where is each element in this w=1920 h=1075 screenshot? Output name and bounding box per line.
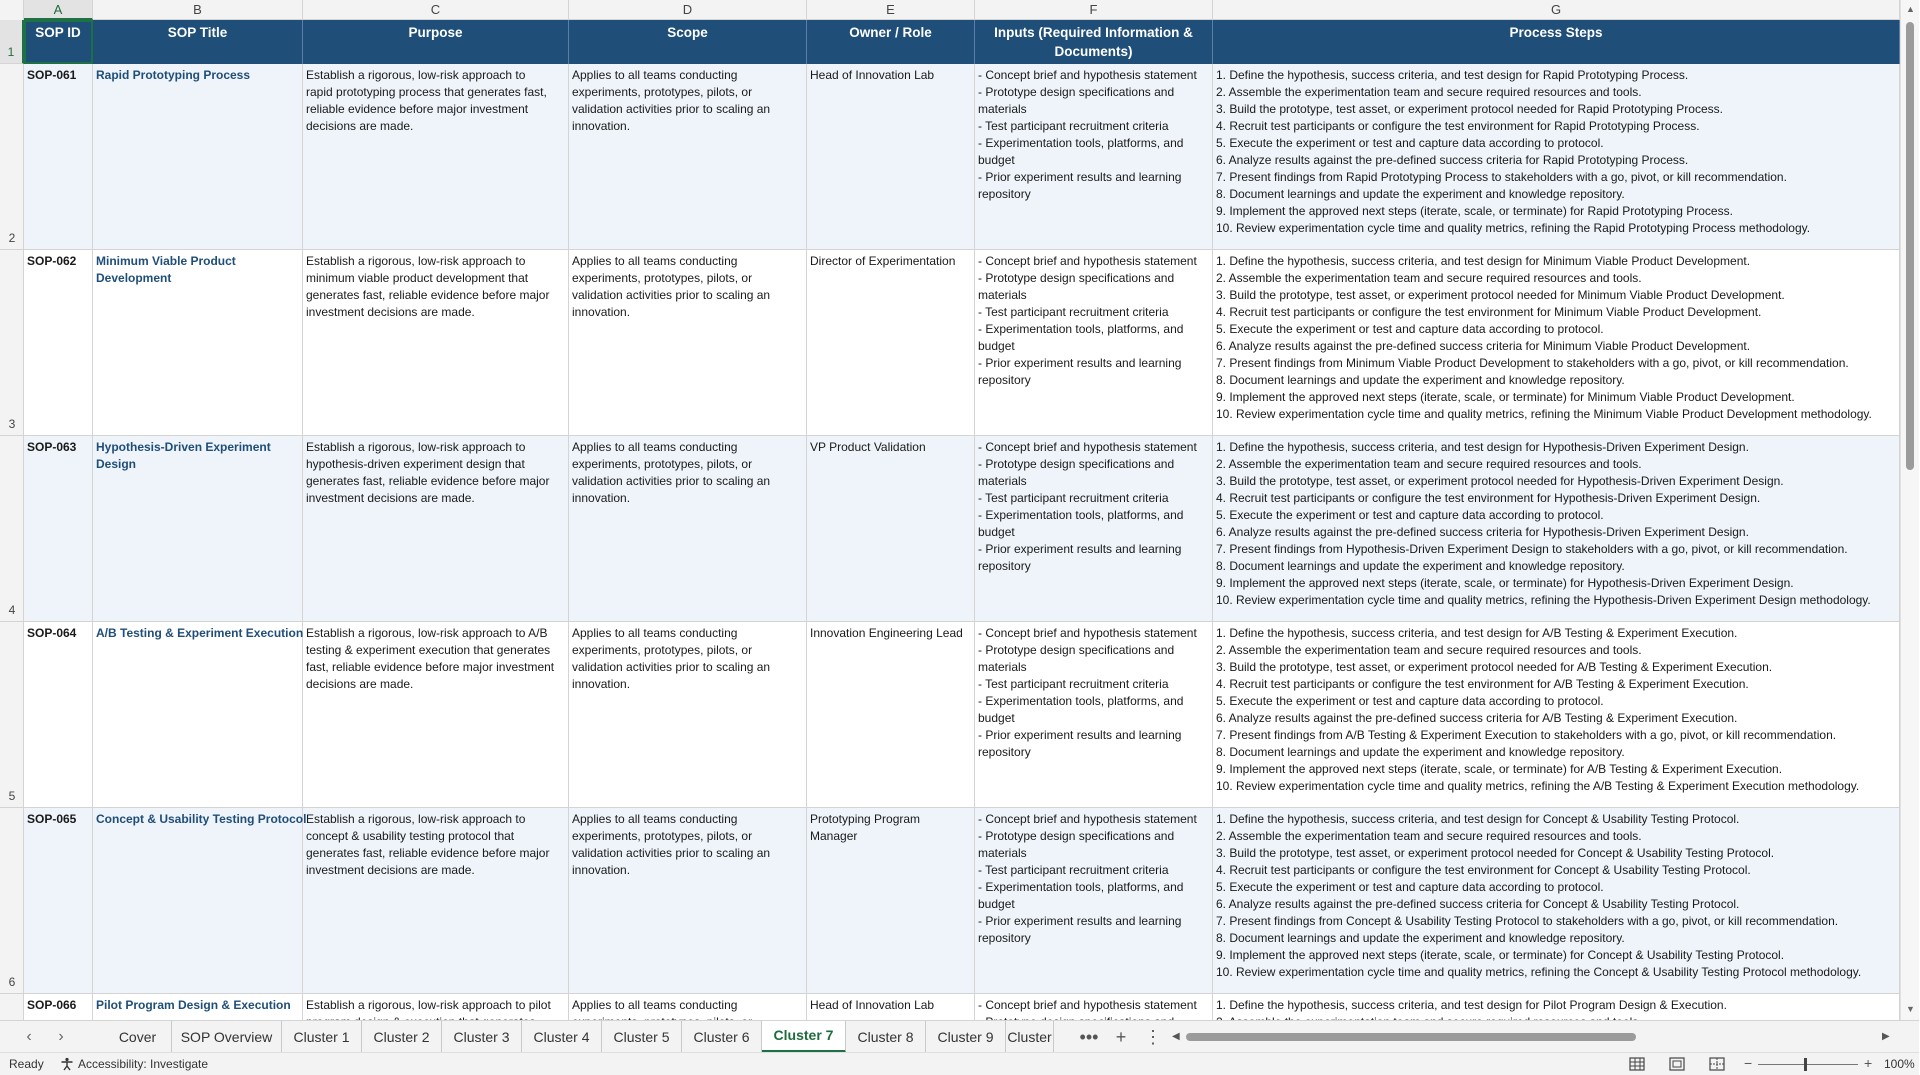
sop-id-cell[interactable]: SOP-066 — [24, 994, 93, 1053]
row-number-6[interactable] — [0, 808, 24, 994]
accessibility-icon — [60, 1057, 74, 1071]
tab-cluster-2[interactable]: Cluster 2 — [362, 1021, 442, 1053]
scope-cell[interactable] — [569, 64, 807, 249]
scope-line: experiments, prototypes, pilots, or — [572, 829, 753, 843]
zoom-in-button[interactable]: + — [1864, 1055, 1873, 1071]
inputs-line: - Prototype design specifications and — [978, 271, 1175, 285]
process-steps-line: 2. Assemble the experimentation team and secure required resources and tools. — [1216, 271, 1642, 285]
process-steps-line: 10. Review experimentation cycle time and quality metrics, refining the Concept & Usability Testing Protocol methodology. — [1216, 965, 1862, 979]
table-row — [24, 250, 1900, 436]
process-steps-line: 4. Recruit test participants or configure the test environment for Minimum Viable Product Development. — [1216, 305, 1762, 319]
scope-line: experiments, prototypes, pilots, or — [572, 271, 753, 285]
process-steps-line: 5. Execute the experiment or test and capture data according to protocol. — [1216, 880, 1604, 894]
tab-cluster-4[interactable]: Cluster 4 — [522, 1021, 602, 1053]
tab-cluster-9[interactable]: Cluster 9 — [926, 1021, 1006, 1053]
process-steps-line: 6. Analyze results against the pre-defined success criteria for Minimum Viable Product Development. — [1216, 339, 1751, 353]
purpose-cell[interactable] — [303, 250, 569, 435]
tab-cluster-7[interactable]: Cluster 7 — [762, 1021, 846, 1053]
sop-title-cell[interactable] — [93, 436, 303, 621]
table-row — [24, 622, 1900, 808]
row-number-1[interactable] — [0, 20, 24, 64]
column-letter-b[interactable]: B — [93, 0, 303, 20]
column-letter-c[interactable]: C — [303, 0, 569, 20]
horizontal-scrollbar[interactable] — [1172, 1029, 1892, 1045]
inputs-cell[interactable] — [975, 64, 1213, 249]
scope-line: experiments, prototypes, pilots, or — [572, 457, 753, 471]
horizontal-scroll-thumb[interactable] — [1186, 1033, 1636, 1041]
header-cell-scope[interactable]: Scope — [569, 20, 807, 64]
scope-line: innovation. — [572, 677, 631, 691]
process-steps-line: 8. Document learnings and update the experiment and knowledge repository. — [1216, 745, 1625, 759]
tab-cluster-6[interactable]: Cluster 6 — [682, 1021, 762, 1053]
sop-title-cell[interactable] — [93, 64, 303, 249]
inputs-line: - Concept brief and hypothesis statement — [978, 254, 1197, 268]
sop-title-line: Minimum Viable Product — [96, 254, 236, 268]
sop-title-line: A/B Testing & Experiment Execution — [96, 626, 304, 640]
inputs-line: - Test participant recruitment criteria — [978, 677, 1169, 691]
purpose-line: decisions are made. — [306, 119, 414, 133]
inputs-line: materials — [978, 102, 1027, 116]
inputs-line: budget — [978, 339, 1015, 353]
inputs-line: - Prior experiment results and learning — [978, 542, 1182, 556]
page-layout-view-icon[interactable] — [1668, 1056, 1686, 1072]
process-steps-line: 1. Define the hypothesis, success criteria, and test design for Rapid Prototyping Process. — [1216, 68, 1689, 82]
scope-cell[interactable] — [569, 808, 807, 993]
row-number-5[interactable] — [0, 622, 24, 808]
tab-cluster-8[interactable]: Cluster 8 — [846, 1021, 926, 1053]
scope-line: Applies to all teams conducting — [572, 998, 738, 1012]
inputs-line: - Prototype design specifications and — [978, 643, 1175, 657]
column-letter-g[interactable]: G — [1213, 0, 1900, 20]
scope-line: Applies to all teams conducting — [572, 626, 738, 640]
purpose-line: generates fast, reliable evidence before major — [306, 846, 550, 860]
row-number-label: 5 — [8, 789, 16, 803]
purpose-line: minimum viable product development that — [306, 271, 529, 285]
purpose-cell[interactable] — [303, 64, 569, 249]
scope-line: validation activities prior to scaling an — [572, 660, 771, 674]
row-number-3[interactable] — [0, 250, 24, 436]
zoom-slider[interactable] — [1758, 1064, 1858, 1065]
normal-view-icon[interactable] — [1628, 1056, 1646, 1072]
process-steps-line: 8. Document learnings and update the experiment and knowledge repository. — [1216, 373, 1625, 387]
tab-sop-overview[interactable]: SOP Overview — [172, 1021, 282, 1053]
process-steps-line: 3. Build the prototype, test asset, or experiment protocol needed for Hypothesis-Driven Experiment Design. — [1216, 474, 1784, 488]
select-all-corner[interactable] — [0, 0, 24, 20]
scope-line: innovation. — [572, 863, 631, 877]
process-steps-line: 8. Document learnings and update the experiment and knowledge repository. — [1216, 187, 1625, 201]
more-sheets-icon[interactable]: ••• — [1079, 1027, 1099, 1047]
process-steps-line: 7. Present findings from Minimum Viable Product Development to stakeholders with a go, pivot, or kill recommendation. — [1216, 356, 1849, 370]
owner-line: Prototyping Program — [810, 812, 921, 826]
owner-line: Head of Innovation Lab — [810, 998, 935, 1012]
scroll-right-icon[interactable]: ▶ — [1882, 1031, 1890, 1042]
scope-line: Applies to all teams conducting — [572, 440, 738, 454]
process-steps-line: 8. Document learnings and update the experiment and knowledge repository. — [1216, 931, 1625, 945]
inputs-line: repository — [978, 559, 1031, 573]
tab-cover[interactable]: Cover — [104, 1021, 172, 1053]
next-sheet-icon[interactable]: › — [58, 1028, 64, 1045]
scope-line: validation activities prior to scaling an — [572, 102, 771, 116]
row-header-bar — [0, 20, 24, 1020]
scope-cell[interactable] — [569, 622, 807, 807]
inputs-line: - Test participant recruitment criteria — [978, 305, 1169, 319]
inputs-cell[interactable] — [975, 808, 1213, 993]
purpose-line: Establish a rigorous, low-risk approach to A/B — [306, 626, 548, 640]
sop-title-cell[interactable] — [93, 250, 303, 435]
owner-line: Innovation Engineering Lead — [810, 626, 963, 640]
process-steps-line: 9. Implement the approved next steps (iterate, scale, or terminate) for Minimum Viable Product Development. — [1216, 390, 1795, 404]
inputs-line: - Experimentation tools, platforms, and — [978, 694, 1184, 708]
purpose-line: Establish a rigorous, low-risk approach to — [306, 68, 526, 82]
tab-cluster-3[interactable]: Cluster 3 — [442, 1021, 522, 1053]
process-steps-line: 5. Execute the experiment or test and capture data according to protocol. — [1216, 508, 1604, 522]
page-break-view-icon[interactable] — [1708, 1056, 1726, 1072]
scope-line: Applies to all teams conducting — [572, 254, 738, 268]
table-row — [24, 808, 1900, 994]
header-cell-owner-role[interactable]: Owner / Role — [807, 20, 975, 64]
sop-id-cell[interactable]: SOP-063 — [24, 436, 93, 621]
scope-line: experiments, prototypes, pilots, or — [572, 643, 753, 657]
header-cell-purpose[interactable]: Purpose — [303, 20, 569, 64]
inputs-line: materials — [978, 288, 1027, 302]
process-steps-line: 4. Recruit test participants or configure the test environment for Concept & Usability Testing Protocol. — [1216, 863, 1751, 877]
process-steps-line: 1. Define the hypothesis, success criteria, and test design for A/B Testing & Experiment Execution. — [1216, 626, 1738, 640]
owner-cell[interactable] — [807, 808, 975, 993]
inputs-line: budget — [978, 897, 1015, 911]
process-steps-line: 1. Define the hypothesis, success criteria, and test design for Concept & Usability Testing Protocol. — [1216, 812, 1740, 826]
sop-id-cell[interactable]: SOP-064 — [24, 622, 93, 807]
accessibility-status[interactable] — [60, 1057, 208, 1071]
scope-line: innovation. — [572, 305, 631, 319]
zoom-level[interactable]: 100% — [1884, 1057, 1915, 1071]
inputs-line: - Prototype design specifications and — [978, 85, 1175, 99]
row-number-label: 2 — [8, 231, 16, 245]
owner-line: VP Product Validation — [810, 440, 926, 454]
process-steps-line: 7. Present findings from Hypothesis-Driven Experiment Design to stakeholders with a go, pivot, or kill recommendation. — [1216, 542, 1848, 556]
process-steps-line: 4. Recruit test participants or configure the test environment for Hypothesis-Driven Experiment Design. — [1216, 491, 1761, 505]
scroll-up-icon[interactable]: ▲ — [1906, 4, 1915, 14]
purpose-line: Establish a rigorous, low-risk approach to — [306, 254, 526, 268]
inputs-line: - Prior experiment results and learning — [978, 170, 1182, 184]
sop-id-cell[interactable]: SOP-065 — [24, 808, 93, 993]
process-steps-line: 10. Review experimentation cycle time and quality metrics, refining the Rapid Prototyping Process methodology. — [1216, 221, 1811, 235]
purpose-line: fast, reliable evidence before major investment — [306, 660, 555, 674]
inputs-line: - Experimentation tools, platforms, and — [978, 136, 1184, 150]
inputs-line: - Experimentation tools, platforms, and — [978, 508, 1184, 522]
accessibility-label: Accessibility: Investigate — [78, 1057, 209, 1071]
scroll-down-icon[interactable]: ▼ — [1906, 1004, 1915, 1014]
sop-title-line: Rapid Prototyping Process — [96, 68, 251, 82]
purpose-line: reliable evidence before major investment — [306, 102, 529, 116]
owner-cell[interactable] — [807, 622, 975, 807]
scope-line: experiments, prototypes, pilots, or — [572, 85, 753, 99]
sop-title-cell[interactable] — [93, 622, 303, 807]
header-cell-sop-title[interactable]: SOP Title — [93, 20, 303, 64]
zoom-slider-knob[interactable] — [1804, 1058, 1807, 1071]
owner-cell[interactable] — [807, 250, 975, 435]
column-letter-e[interactable]: E — [807, 0, 975, 20]
process-steps-line: 9. Implement the approved next steps (iterate, scale, or terminate) for Rapid Prototyping Process. — [1216, 204, 1733, 218]
owner-line: Director of Experimentation — [810, 254, 956, 268]
inputs-line: - Test participant recruitment criteria — [978, 119, 1169, 133]
sop-title-line: Pilot Program Design & Execution — [96, 998, 291, 1012]
scope-line: validation activities prior to scaling an — [572, 474, 771, 488]
process-steps-line: 2. Assemble the experimentation team and secure required resources and tools. — [1216, 457, 1642, 471]
inputs-line: - Concept brief and hypothesis statement — [978, 440, 1197, 454]
inputs-line: - Concept brief and hypothesis statement — [978, 68, 1197, 82]
sop-title-line: Development — [96, 271, 172, 285]
process-steps-cell[interactable] — [1213, 436, 1900, 621]
process-steps-line: 4. Recruit test participants or configure the test environment for A/B Testing & Experiment Execution. — [1216, 677, 1749, 691]
process-steps-line: 6. Analyze results against the pre-defined success criteria for Rapid Prototyping Process. — [1216, 153, 1689, 167]
row-number-label: 3 — [8, 417, 16, 431]
inputs-line: - Prototype design specifications and — [978, 457, 1175, 471]
inputs-line: - Concept brief and hypothesis statement — [978, 812, 1197, 826]
process-steps-line: 5. Execute the experiment or test and capture data according to protocol. — [1216, 694, 1604, 708]
purpose-line: investment decisions are made. — [306, 491, 475, 505]
process-steps-line: 1. Define the hypothesis, success criteria, and test design for Hypothesis-Driven Experiment Design. — [1216, 440, 1749, 454]
scope-line: Applies to all teams conducting — [572, 68, 738, 82]
process-steps-cell[interactable] — [1213, 622, 1900, 807]
table-row — [24, 436, 1900, 622]
purpose-line: hypothesis-driven experiment design that — [306, 457, 525, 471]
inputs-line: budget — [978, 711, 1015, 725]
header-cell-inputs-required-information-documents[interactable]: Inputs (Required Information & Documents) — [975, 20, 1213, 64]
sop-title-line: Hypothesis-Driven Experiment — [96, 440, 271, 454]
process-steps-line: 2. Assemble the experimentation team and secure required resources and tools. — [1216, 85, 1642, 99]
process-steps-line: 10. Review experimentation cycle time and quality metrics, refining the Hypothesis-Driven Experiment Design methodology. — [1216, 593, 1871, 607]
inputs-line: - Prior experiment results and learning — [978, 356, 1182, 370]
process-steps-line: 4. Recruit test participants or configure the test environment for Rapid Prototyping Process. — [1216, 119, 1700, 133]
sop-id-cell[interactable]: SOP-061 — [24, 64, 93, 249]
purpose-cell[interactable] — [303, 436, 569, 621]
inputs-line: - Experimentation tools, platforms, and — [978, 322, 1184, 336]
status-bar — [0, 1052, 1919, 1075]
inputs-line: - Test participant recruitment criteria — [978, 863, 1169, 877]
process-steps-line: 7. Present findings from A/B Testing & Experiment Execution to stakeholders with a go, pivot, or kill recommendation. — [1216, 728, 1837, 742]
sop-title-line: Concept & Usability Testing Protocol — [96, 812, 307, 826]
vertical-scrollbar[interactable] — [1900, 0, 1919, 1020]
inputs-line: materials — [978, 660, 1027, 674]
purpose-line: generates fast, reliable evidence before major — [306, 474, 550, 488]
inputs-line: - Concept brief and hypothesis statement — [978, 998, 1197, 1012]
scope-line: validation activities prior to scaling an — [572, 288, 771, 302]
process-steps-line: 5. Execute the experiment or test and capture data according to protocol. — [1216, 322, 1604, 336]
scope-line: Applies to all teams conducting — [572, 812, 738, 826]
process-steps-line: 5. Execute the experiment or test and capture data according to protocol. — [1216, 136, 1604, 150]
row-number-label: 4 — [8, 603, 16, 617]
owner-line: Manager — [810, 829, 858, 843]
purpose-line: testing & experiment execution that generates — [306, 643, 551, 657]
inputs-line: - Prior experiment results and learning — [978, 728, 1182, 742]
inputs-line: materials — [978, 474, 1027, 488]
scope-line: innovation. — [572, 491, 631, 505]
purpose-line: investment decisions are made. — [306, 305, 475, 319]
zoom-out-button[interactable]: − — [1744, 1055, 1753, 1071]
tab-cluster-5[interactable]: Cluster 5 — [602, 1021, 682, 1053]
owner-cell[interactable] — [807, 64, 975, 249]
process-steps-line: 9. Implement the approved next steps (iterate, scale, or terminate) for Concept & Usability Testing Protocol. — [1216, 948, 1785, 962]
column-letter-a[interactable]: A — [24, 0, 93, 20]
row-number-4[interactable] — [0, 436, 24, 622]
column-letter-d[interactable]: D — [569, 0, 807, 20]
scope-line: innovation. — [572, 119, 631, 133]
table-header-row — [24, 20, 1900, 64]
header-cell-process-steps[interactable]: Process Steps — [1213, 20, 1900, 64]
process-steps-line: 2. Assemble the experimentation team and secure required resources and tools. — [1216, 643, 1642, 657]
tab-cluster[interactable]: Cluster — [1006, 1021, 1054, 1053]
process-steps-cell[interactable] — [1213, 64, 1900, 249]
inputs-line: materials — [978, 846, 1027, 860]
process-steps-line: 6. Analyze results against the pre-defined success criteria for Concept & Usability Testing Protocol. — [1216, 897, 1740, 911]
prev-sheet-icon[interactable]: ‹ — [26, 1028, 32, 1045]
row-number-label: 6 — [8, 975, 16, 989]
process-steps-line: 3. Build the prototype, test asset, or experiment protocol needed for Concept & Usability Testing Protocol. — [1216, 846, 1775, 860]
column-header-bar — [0, 0, 1900, 20]
process-steps-line: 3. Build the prototype, test asset, or experiment protocol needed for A/B Testing & Experiment Execution. — [1216, 660, 1773, 674]
purpose-line: Establish a rigorous, low-risk approach to pilot — [306, 998, 551, 1012]
add-sheet-icon[interactable]: + — [1115, 1027, 1127, 1047]
sheet-options-icon[interactable]: ⋮ — [1144, 1027, 1162, 1047]
owner-line: Head of Innovation Lab — [810, 68, 935, 82]
scroll-left-icon[interactable]: ◀ — [1172, 1031, 1180, 1042]
scope-cell[interactable] — [569, 436, 807, 621]
inputs-line: repository — [978, 931, 1031, 945]
column-letter-f[interactable]: F — [975, 0, 1213, 20]
purpose-line: Establish a rigorous, low-risk approach to — [306, 812, 526, 826]
purpose-line: decisions are made. — [306, 677, 414, 691]
inputs-cell[interactable] — [975, 250, 1213, 435]
process-steps-line: 8. Document learnings and update the experiment and knowledge repository. — [1216, 559, 1625, 573]
purpose-line: generates fast, reliable evidence before major — [306, 288, 550, 302]
header-cell-sop-id[interactable]: SOP ID — [24, 20, 93, 64]
scope-cell[interactable] — [569, 250, 807, 435]
process-steps-line: 10. Review experimentation cycle time and quality metrics, refining the Minimum Viable Product Development methodology. — [1216, 407, 1872, 421]
process-steps-line: 6. Analyze results against the pre-defined success criteria for Hypothesis-Driven Experiment Design. — [1216, 525, 1749, 539]
inputs-line: repository — [978, 373, 1031, 387]
inputs-line: - Concept brief and hypothesis statement — [978, 626, 1197, 640]
inputs-line: repository — [978, 745, 1031, 759]
purpose-line: rapid prototyping process that generates fast, — [306, 85, 547, 99]
inputs-line: - Prototype design specifications and — [978, 829, 1175, 843]
inputs-cell[interactable] — [975, 436, 1213, 621]
sop-title-cell[interactable] — [93, 808, 307, 993]
process-steps-line: 1. Define the hypothesis, success criteria, and test design for Pilot Program Design & Execution. — [1216, 998, 1727, 1012]
purpose-line: Establish a rigorous, low-risk approach to — [306, 440, 526, 454]
inputs-cell[interactable] — [975, 622, 1213, 807]
sheet-grid[interactable] — [24, 20, 1900, 1020]
sop-title-line: Design — [96, 457, 137, 471]
status-ready: Ready — [9, 1057, 44, 1071]
sheet-tab-bar — [0, 1020, 1919, 1052]
owner-cell[interactable] — [807, 436, 975, 621]
process-steps-line: 3. Build the prototype, test asset, or experiment protocol needed for Minimum Viable Product Development. — [1216, 288, 1785, 302]
inputs-line: repository — [978, 187, 1031, 201]
inputs-line: budget — [978, 153, 1015, 167]
table-row — [24, 64, 1900, 250]
process-steps-line: 10. Review experimentation cycle time and quality metrics, refining the A/B Testing & Experiment Execution methodology. — [1216, 779, 1860, 793]
process-steps-line: 3. Build the prototype, test asset, or experiment protocol needed for Rapid Prototyping Process. — [1216, 102, 1723, 116]
inputs-line: - Experimentation tools, platforms, and — [978, 880, 1184, 894]
scope-line: validation activities prior to scaling an — [572, 846, 771, 860]
tab-cluster-1[interactable]: Cluster 1 — [282, 1021, 362, 1053]
purpose-cell[interactable] — [303, 808, 569, 993]
row-number-label: 1 — [7, 45, 15, 59]
process-steps-line: 2. Assemble the experimentation team and secure required resources and tools. — [1216, 829, 1642, 843]
process-steps-line: 6. Analyze results against the pre-defined success criteria for A/B Testing & Experiment Execution. — [1216, 711, 1738, 725]
process-steps-cell[interactable] — [1213, 250, 1900, 435]
process-steps-line: 7. Present findings from Rapid Prototyping Process to stakeholders with a go, pivot, or kill recommendation. — [1216, 170, 1787, 184]
inputs-line: - Test participant recruitment criteria — [978, 491, 1169, 505]
inputs-line: budget — [978, 525, 1015, 539]
process-steps-cell[interactable] — [1213, 808, 1900, 993]
purpose-line: concept & usability testing protocol that — [306, 829, 515, 843]
purpose-line: investment decisions are made. — [306, 863, 475, 877]
process-steps-line: 1. Define the hypothesis, success criteria, and test design for Minimum Viable Product Development. — [1216, 254, 1751, 268]
process-steps-line: 9. Implement the approved next steps (iterate, scale, or terminate) for Hypothesis-Driven Experiment Design. — [1216, 576, 1794, 590]
inputs-line: - Prior experiment results and learning — [978, 914, 1182, 928]
process-steps-line: 7. Present findings from Concept & Usability Testing Protocol to stakeholders with a go, pivot, or kill recommendation. — [1216, 914, 1839, 928]
vertical-scroll-thumb[interactable] — [1906, 22, 1914, 470]
sop-id-cell[interactable]: SOP-062 — [24, 250, 93, 435]
process-steps-line: 9. Implement the approved next steps (iterate, scale, or terminate) for A/B Testing & Experiment Execution. — [1216, 762, 1783, 776]
row-number-2[interactable] — [0, 64, 24, 250]
purpose-cell[interactable] — [303, 622, 569, 807]
